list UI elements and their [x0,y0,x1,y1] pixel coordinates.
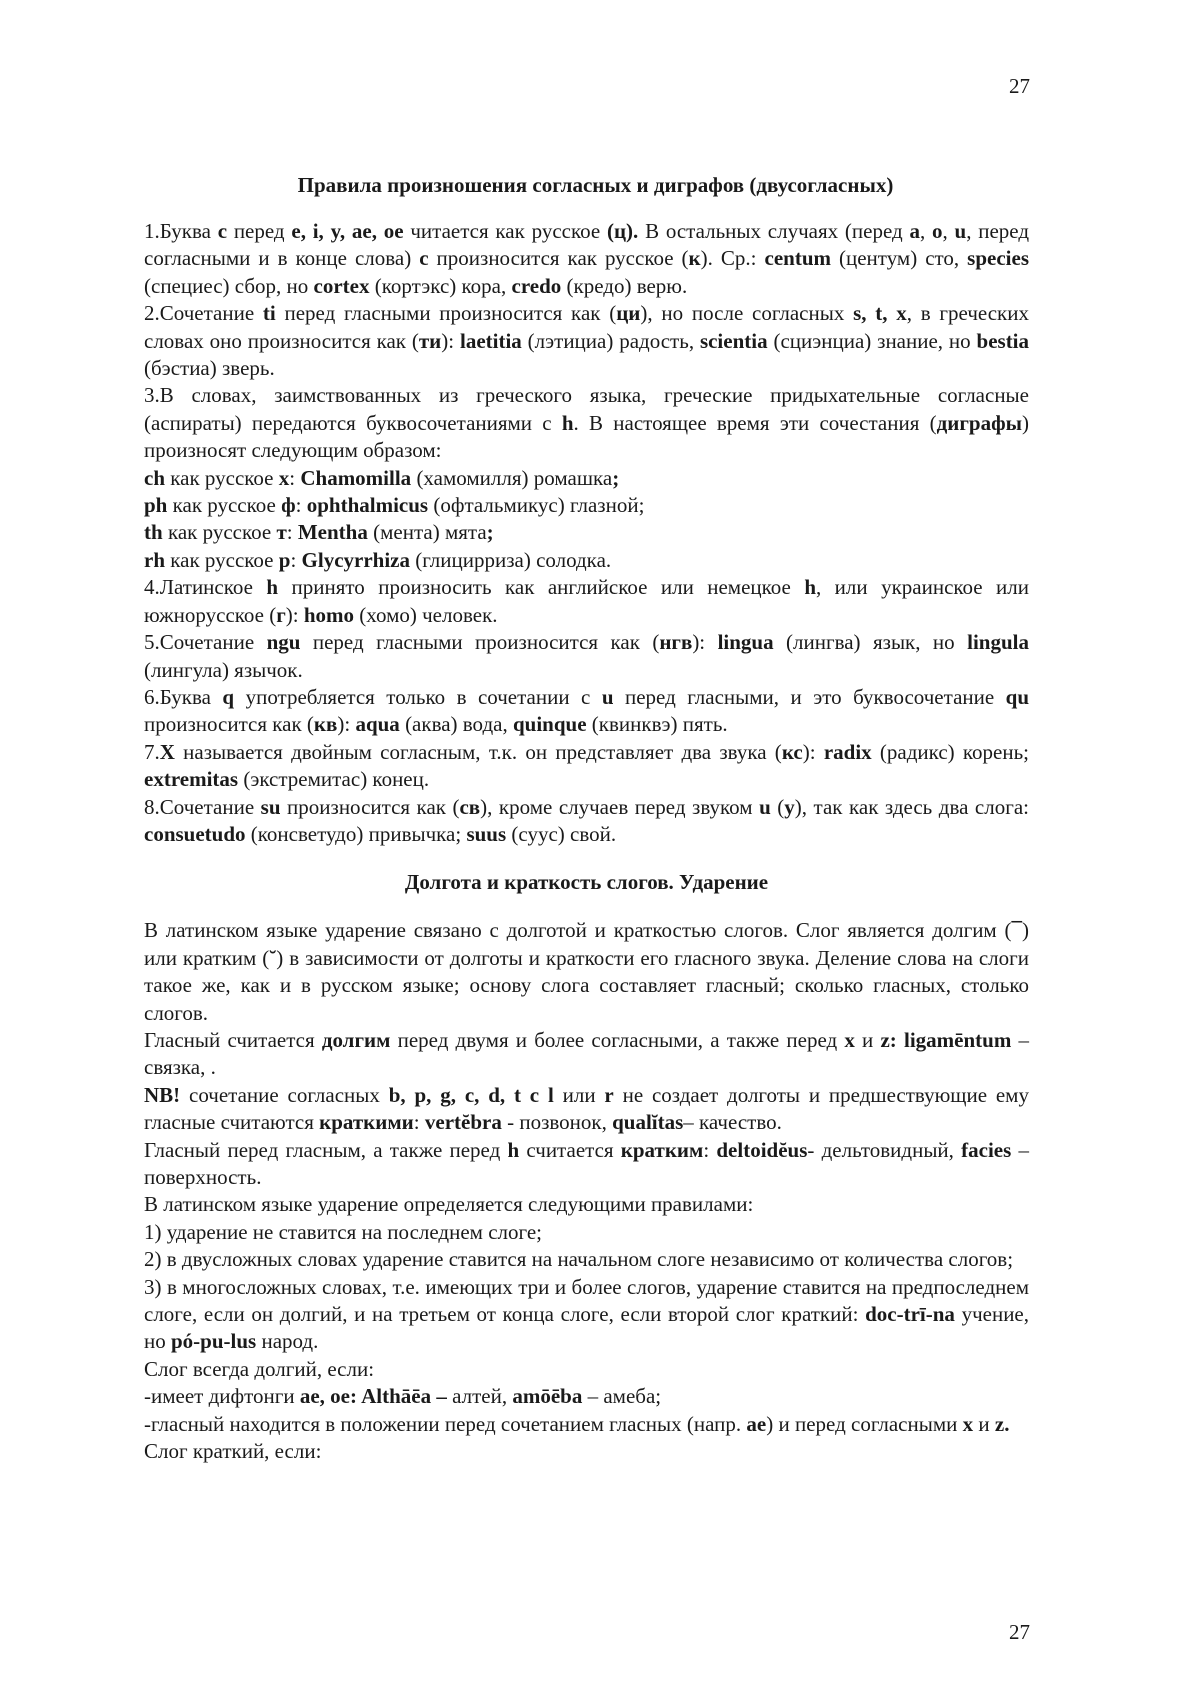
bold-term: св [459,794,481,819]
text-run: - позвонок, [501,1110,613,1135]
bold-term: т [276,520,287,545]
bold-term: quinque [512,712,587,737]
text-run: (глицирриза) солодка. [410,547,612,572]
bold-term: ngu [266,630,301,655]
bold-term: r [604,1082,614,1107]
text-run: (кортэкс) кора, [369,273,512,298]
text-run: (консветудо) привычка; [245,821,467,846]
text-run: перед двумя и более согласными, а также перед [390,1027,845,1052]
text-run: считается [519,1137,621,1162]
text-run: (лингула) язычок. [144,657,303,682]
text-run: В латинском языке ударение связано с долготой и краткостью слогов. Слог является долгим ( [144,918,1012,943]
text-run: и [854,1027,881,1052]
bold-term: qualĭtas [612,1110,684,1135]
paragraph [144,1246,1029,1273]
paragraph [144,794,1029,849]
text-run: ) произносят следующим образом: [144,410,1029,463]
paragraph [144,1438,1029,1465]
bold-term: краткими [319,1110,414,1135]
bold-term: aqua [355,712,400,737]
text-run: : [703,1137,717,1162]
text-run: – качество. [683,1110,782,1135]
bold-term: к [688,246,701,271]
text-run: как русское [162,520,277,545]
bold-term: ; [486,520,494,545]
bold-term: doc-trī-na [865,1302,955,1327]
paragraph [144,382,1029,464]
bold-term: x [844,1027,855,1052]
text-run: ): [441,328,460,353]
section-title-stress: Долгота и краткость слогов. Ударение [404,870,769,895]
bold-term: u [601,684,614,709]
bold-term: b, p, g, c, d, t c l [388,1082,554,1107]
text-run: или [553,1082,605,1107]
text-run: (бэстиа) зверь. [144,356,275,381]
text-run: ). Ср.: [700,246,765,271]
text-run: ) или кратким ( [144,918,1029,970]
text-run: , [919,219,932,243]
text-run: 7. [144,739,160,764]
bold-term: h [507,1137,520,1162]
text-run: – поверхность. [144,1137,1030,1189]
text-run: , перед согласными и в конце слова) [144,219,1030,271]
text-run: 1.Буква [144,219,218,243]
paragraph [144,1137,1029,1192]
bold-term: extremitas [144,767,239,792]
text-run: ), кроме случаев перед звуком [480,794,760,819]
bold-term: NB! [144,1082,181,1107]
bold-term: th [144,520,163,545]
text-run: ): [337,712,356,737]
text-run: Слог краткий, если: [144,1439,322,1464]
bold-term: lingua [717,630,774,655]
text-run: -гласный находится в положении перед сочетанием гласных (напр. [144,1411,747,1436]
text-run: 2) в двусложных словах ударение ставится на начальном слоге независимо от количества слогов; [144,1247,1014,1272]
paragraph [144,300,1029,382]
bold-term: диграфы [936,410,1022,435]
bold-term: pó-pu-lus [171,1329,257,1354]
text-run: 3) в многосложных словах, т.е. имеющих три и более слогов, ударение ставится на предпоследнем слоге, если он долгий, и на третьем от конца слоге, если второй слог краткий: [144,1274,1029,1327]
bold-term: su [260,794,281,819]
text-run: как русское [165,547,279,572]
paragraph [144,1411,1029,1438]
text-run: . В настоящее время эти сочестания ( [573,410,937,435]
bold-term: h [561,410,574,435]
text-run: перед [227,219,292,243]
text-run: 8.Сочетание [144,794,261,819]
page-number-top: 27 [1009,74,1030,98]
bold-term: Chamomilla [300,465,412,490]
paragraph [144,1027,1029,1082]
paragraph [144,1191,1029,1218]
text-run: сочетание согласных [180,1082,389,1107]
text-run: алтей, [446,1384,513,1409]
section-body-consonants [144,218,1029,848]
bold-term: u [759,794,771,819]
text-run: (мента) мята [367,520,487,545]
bold-term: x [278,465,290,490]
text-run: как русское [167,493,282,518]
bold-term: ophthalmicus [306,493,429,518]
text-run: (радикс) корень; [871,739,1030,764]
text-run: : [289,465,301,490]
text-run: В остальных случаях (перед [638,219,910,243]
text-run: : [286,520,298,545]
bold-term: у [784,794,795,819]
text-run: (лингва) язык, но [773,630,968,655]
text-run: 2.Сочетание [144,301,263,326]
bold-term: кс [781,739,803,764]
text-run: (хамомилля) ромашка [411,465,613,490]
text-run: ): [692,630,718,655]
text-run: 3.В словах, заимствованных из греческого языка, греческие придыхательные согласные (аспираты) передаются буквосочетаниями с [144,383,1029,435]
bold-term: homo [303,602,355,627]
section-title-consonants: Правила произношения согласных и диграфов (двусогласных) [297,173,894,197]
text-run: (центум) сто, [831,246,968,271]
text-run: , [942,219,955,243]
text-run: (аква) вода, [399,712,513,737]
text-run: (лэтициа) радость, [521,328,700,353]
text-run: ): [802,739,824,764]
bold-term: lingula [967,630,1029,655]
bold-term: ф [281,493,296,518]
bold-term: h [266,575,279,600]
text-run: ) и перед согласными [766,1411,963,1436]
bold-term: u [954,219,967,243]
text-run: Слог всегда долгий, если: [144,1356,375,1381]
text-run: и [973,1411,995,1436]
text-run: : [290,547,302,572]
text-run: перед гласными произносится как ( [300,630,660,655]
bold-term: Mentha [297,520,368,545]
text-run: 4.Латинское [144,575,267,600]
bold-term: р [278,547,291,572]
bold-term: ae [746,1411,767,1436]
bold-term: amōēba [512,1384,583,1409]
text-run: - дельтовидный, [807,1137,962,1162]
section-body-stress [144,917,1029,1465]
text-run: произносится как ( [280,794,460,819]
bold-term: долгим [321,1027,391,1052]
paragraph [144,218,1029,300]
text-run: (квинквэ) пять. [586,712,728,737]
text-run: 1) ударение не ставится на последнем слоге; [144,1219,542,1244]
text-run: не создает долготы и предшествующие ему гласные считаются [144,1082,1029,1135]
bold-term: ; [612,465,620,490]
text-run: : [413,1110,425,1135]
text-run: : [295,493,307,518]
bold-term: e, i, y, ae, oe [291,219,404,243]
bold-term: X [159,739,175,764]
bold-term: ph [144,493,168,518]
paragraph [144,1082,1029,1137]
text-run: Гласный считается [144,1027,322,1052]
text-run: (специес) сбор, но [144,273,314,298]
bold-term: ци [616,301,641,326]
page-content [144,172,1029,1465]
bold-term: ти [418,328,442,353]
bold-term: Glycyrrhiza [301,547,410,572]
bold-term: suus [466,821,507,846]
bold-term: centum [764,246,831,271]
bold-term: vertĕbra [424,1110,502,1135]
text-run: (суус) свой. [506,821,617,846]
text-run: В латинском языке ударение определяется следующими правилами: [144,1192,754,1217]
text-run: называется двойным согласным, т.к. он представляет два звука ( [174,739,782,764]
bold-term: с [419,246,429,271]
paragraph [144,465,1029,492]
paragraph [144,492,1029,519]
bold-term: credo [511,273,562,298]
text-run: народ. [256,1329,319,1354]
text-run: как русское [165,465,279,490]
bold-term: ae, oe: Althāēa – [299,1384,447,1409]
paragraph [144,1356,1029,1383]
bold-term: facies [961,1137,1012,1162]
bold-term: q [222,684,235,709]
bold-term: laetitia [459,328,522,353]
bold-term: ch [144,465,165,490]
text-run: ), так как здесь два слога: [794,794,1029,819]
text-run: -имеет дифтонги [144,1384,300,1409]
bold-term: qu [1005,684,1030,709]
bold-term: scientia [699,328,768,353]
text-run: (экстремитас) конец. [238,767,430,792]
text-run: ), но после согласных [640,301,854,326]
paragraph [144,519,1029,546]
paragraph [144,547,1029,574]
bold-term: кв [313,712,338,737]
bold-term: ti [262,301,276,326]
text-run: употребляется только в сочетании с [234,684,602,709]
text-run: ( [770,794,785,819]
bold-term: г [276,602,286,627]
paragraph [144,1274,1029,1356]
text-run: (сциэнциа) знание, но [767,328,977,353]
bold-term: s, t, x [853,301,907,326]
text-run: ): [285,602,304,627]
paragraph [144,739,1029,794]
text-run: перед гласными произносится как ( [275,301,617,326]
bold-term: deltoidĕus [716,1137,808,1162]
text-run: учение, но [144,1302,1029,1354]
text-run: ) в зависимости от долготы и краткости его гласного звука. Деление слова на слоги такое же, как и в русском языке; основу слога составляет гласный; сколько гласных, столько слогов. [144,945,1030,1025]
bold-term: x [962,1411,974,1436]
text-run: произносится как ( [144,712,314,737]
bold-term: cortex [313,273,370,298]
text-run: (офтальмикус) глазной; [428,493,645,518]
text-run: перед гласными, и это буквосочетание [613,684,1006,709]
bold-term: radix [823,739,872,764]
page-number-bottom: 27 [1009,1620,1030,1644]
text-run: , в греческих словах оно произносится как ( [144,301,1030,353]
bold-term: a [909,219,920,243]
bold-term: z. [994,1411,1010,1436]
paragraph [144,684,1029,739]
text-run: (кредо) верю. [561,273,688,298]
paragraph [144,917,1029,1027]
text-run: читается как русское [403,219,607,243]
text-run: 5.Сочетание [144,630,267,655]
paragraph [144,629,1029,684]
paragraph [144,1383,1029,1410]
paragraph [144,1219,1029,1246]
text-run: 6.Буква [144,684,223,709]
text-run: произносится как русское ( [428,246,689,271]
bold-term: z: ligamēntum [880,1027,1012,1052]
bold-term: (ц). [606,219,639,243]
bold-term: o [932,219,943,243]
text-run: Гласный перед гласным, а также перед [144,1137,508,1162]
text-run: принято произносить как английское или немецкое [278,575,805,600]
bold-term: кратким [620,1137,704,1162]
bold-term: h [804,575,816,600]
bold-term: consuetudo [144,821,246,846]
text-run: – связка, . [144,1027,1029,1080]
text-run: – амеба; [582,1384,662,1409]
text-run: (хомо) человек. [354,602,498,627]
bold-term: с [217,219,228,243]
bold-term: rh [144,547,165,572]
bold-term: ¯ [1011,918,1022,943]
bold-term: bestia [976,328,1030,353]
bold-term: species [967,246,1029,271]
text-run: , или украинское или южнорусское ( [144,575,1029,627]
bold-term: ˘ [269,945,277,970]
bold-term: нгв [659,630,693,655]
paragraph [144,574,1029,629]
